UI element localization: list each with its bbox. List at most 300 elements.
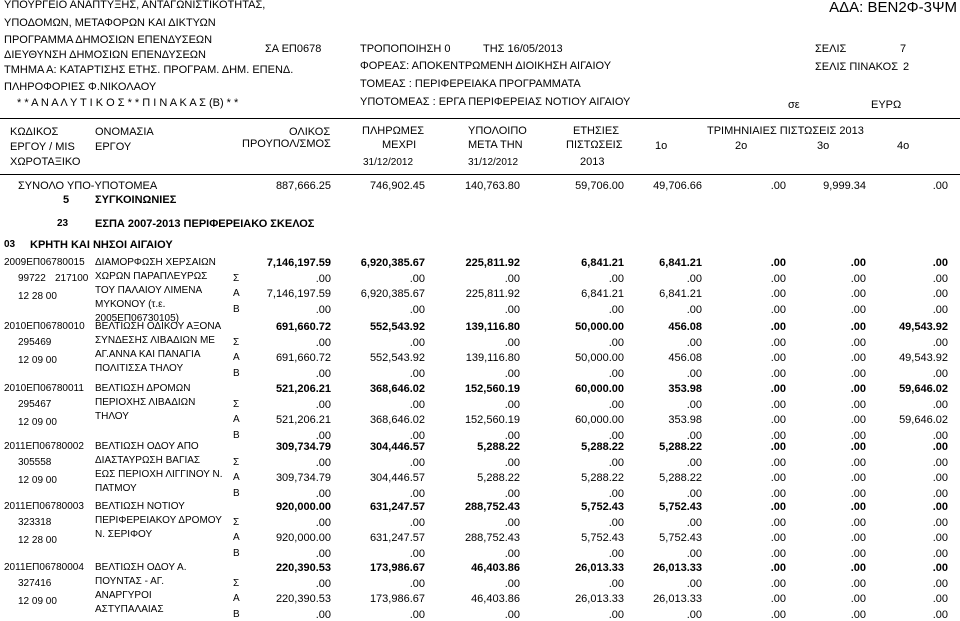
header-rule: [0, 118, 960, 119]
cell-budget: 920,000.00: [275, 501, 331, 513]
cell-q2: .00: [770, 368, 786, 380]
cell-annual: .00: [608, 304, 624, 316]
cell-q1: 26,013.33: [653, 593, 702, 605]
col-payments-3: 31/12/2012: [363, 157, 414, 168]
project-name-line: ΑΣΤΥΠΑΛΑΙΑΣ: [95, 604, 164, 615]
cell-q3: .00: [850, 472, 866, 484]
row-type-letter: Σ: [233, 399, 240, 410]
cell-q3: .00: [850, 593, 866, 605]
cell-q3: .00: [850, 368, 866, 380]
cell-annual: .00: [608, 430, 624, 442]
cell-payments: 631,247.57: [369, 532, 425, 544]
cell-budget: .00: [315, 609, 331, 621]
header-line-7: * * Α Ν Α Λ Υ Τ Ι Κ Ο Σ * * Π Ι Ν Α Κ Α Σ (Β) * *: [17, 97, 239, 109]
project-name-line: ΤΗΛΟΥ: [95, 411, 129, 422]
row-type-letter: Β: [233, 304, 240, 315]
summary-label: ΣΥΝΟΛΟ ΥΠΟ-ΥΠΟΤΟΜΕΑ: [18, 180, 158, 192]
cell-q4: .00: [932, 532, 948, 544]
cell-q1: .00: [686, 578, 702, 590]
cell-q1: 26,013.33: [653, 562, 702, 574]
row-type-letter: Α: [233, 532, 240, 543]
cell-q3: .00: [850, 288, 866, 300]
project-name-line: ΜΥΚΟΝΟΥ (τ.ε.: [95, 299, 166, 310]
project-name-line: ΠΟΥΝΤΑΣ - ΑΓ.: [95, 576, 164, 587]
row-type-letter: Β: [233, 368, 240, 379]
project-code: 2011ΕΠ06780003: [4, 501, 84, 512]
cell-q2: .00: [770, 288, 786, 300]
cell-q4: .00: [932, 337, 948, 349]
cell-q4: .00: [932, 399, 948, 411]
cell-q1: 456.08: [668, 321, 702, 333]
cell-budget: .00: [315, 399, 331, 411]
col-payments-1: ΠΛΗΡΩΜΕΣ: [362, 125, 425, 137]
cell-q1: .00: [686, 548, 702, 560]
cell-payments: .00: [409, 517, 425, 529]
cell-q3: .00: [850, 383, 866, 395]
cell-annual: .00: [608, 368, 624, 380]
cell-annual: 5,288.22: [581, 441, 624, 453]
cell-q4: .00: [932, 288, 948, 300]
cell-q3: .00: [850, 414, 866, 426]
cell-q1: 5,752.43: [659, 532, 702, 544]
cell-q3: .00: [850, 609, 866, 621]
cell-q1: .00: [686, 517, 702, 529]
modification-label: ΤΡΟΠΟΠΟΙΗΣΗ 0: [360, 43, 451, 55]
cell-annual: 6,841.21: [581, 288, 624, 300]
cell-annual: 5,752.43: [581, 501, 624, 513]
col-code-3: ΧΩΡΟΤΑΞΙΚΟ: [10, 156, 81, 168]
cell-annual: .00: [608, 548, 624, 560]
project-mis: 323318: [18, 517, 52, 528]
cell-q3: .00: [850, 488, 866, 500]
cell-q2: .00: [770, 337, 786, 349]
cell-payments: .00: [409, 337, 425, 349]
cell-budget: 521,206.21: [275, 414, 331, 426]
col-code-2: ΕΡΓΟΥ / MIS: [10, 141, 75, 153]
cell-annual: .00: [608, 457, 624, 469]
project-name-line: ΠΕΡΙΟΧΗΣ ΛΙΒΑΔΙΩΝ: [95, 397, 196, 408]
cell-remaining: .00: [504, 273, 520, 285]
cell-q3: .00: [850, 457, 866, 469]
summary-q1: 49,706.66: [653, 180, 702, 192]
cell-q2: .00: [770, 257, 786, 269]
project-mis: 305558: [18, 457, 52, 468]
cell-annual: .00: [608, 399, 624, 411]
row-type-letter: Σ: [233, 578, 240, 589]
col-q2: 2ο: [735, 140, 748, 152]
cell-q1: .00: [686, 488, 702, 500]
cell-remaining: .00: [504, 488, 520, 500]
cell-payments: 368,646.02: [369, 414, 425, 426]
cell-q4: .00: [932, 488, 948, 500]
row-type-letter: Β: [233, 488, 240, 499]
col-name-1: ΟΝΟΜΑΣΙΑ: [95, 126, 154, 138]
project-name-line: 2005ΕΠ06730105): [95, 313, 179, 324]
cell-q4: 59,646.02: [899, 383, 948, 395]
project-code: 2010ΕΠ06780010: [4, 321, 85, 332]
row-type-letter: Α: [233, 414, 240, 425]
project-name-line: ΒΕΛΤΙΩΣΗ ΔΡΟΜΩΝ: [95, 383, 191, 394]
cell-remaining: .00: [504, 399, 520, 411]
cell-q4: .00: [932, 548, 948, 560]
cell-q4: 59,646.02: [899, 414, 948, 426]
cell-q1: .00: [686, 273, 702, 285]
cell-q2: .00: [770, 593, 786, 605]
cell-q1: .00: [686, 399, 702, 411]
cell-q2: .00: [770, 414, 786, 426]
project-name-line: ΑΓ.ΑΝΝΑ ΚΑΙ ΠΑΝΑΓΙΑ: [95, 349, 201, 360]
cell-q3: .00: [850, 273, 866, 285]
cell-q1: 5,288.22: [659, 441, 702, 453]
row-type-letter: Α: [233, 593, 240, 604]
cell-annual: 50,000.00: [575, 321, 624, 333]
cell-q1: 353.98: [668, 383, 702, 395]
table-page-number: 2: [903, 61, 910, 73]
summary-remaining: 140,763.80: [464, 180, 520, 192]
table-page-label: ΣΕΛΙΣ ΠΙΝΑΚΟΣ: [815, 61, 899, 73]
cell-remaining: 225,811.92: [465, 288, 520, 300]
cell-q2: .00: [770, 472, 786, 484]
row-type-letter: Β: [233, 548, 240, 559]
cell-payments: 173,986.67: [369, 593, 425, 605]
col-q4: 4ο: [897, 140, 910, 152]
cell-payments: .00: [409, 578, 425, 590]
cell-annual: 26,013.33: [575, 593, 624, 605]
cell-q4: .00: [932, 430, 948, 442]
sector-label: ΤΟΜΕΑΣ : ΠΕΡΙΦΕΡΕΙΑΚΑ ΠΡΟΓΡΑΜΜΑΤΑ: [360, 78, 581, 90]
cell-q2: .00: [770, 548, 786, 560]
cell-q1: .00: [686, 609, 702, 621]
cell-q1: 6,841.21: [659, 257, 702, 269]
project-name-line: ΕΩΣ ΠΕΡΙΟΧΗ ΛΙΓΓΙΝΟΥ Ν.: [95, 469, 223, 480]
cell-q3: .00: [850, 321, 866, 333]
cell-q1: 456.08: [668, 352, 702, 364]
project-name-line: ΠΟΛΙΤΙΣΣΑ ΤΗΛΟΥ: [95, 363, 184, 374]
cell-q3: .00: [850, 562, 866, 574]
cell-remaining: .00: [504, 578, 520, 590]
cell-q1: .00: [686, 368, 702, 380]
cell-payments: 6,920,385.67: [360, 257, 425, 269]
cell-remaining: 152,560.19: [464, 414, 520, 426]
summary-sub-label: ΣΥΓΚΟΙΝΩΝΙΕΣ: [95, 194, 177, 206]
cell-q1: 353.98: [668, 414, 702, 426]
page-number: 7: [900, 43, 907, 55]
summary-sub-number: 5: [63, 194, 70, 206]
row-type-letter: Σ: [233, 457, 240, 468]
col-code-1: ΚΩΔΙΚΟΣ: [10, 126, 59, 138]
cell-payments: .00: [409, 368, 425, 380]
cell-q3: .00: [850, 257, 866, 269]
cell-budget: 920,000.00: [275, 532, 331, 544]
cell-q4: .00: [932, 593, 948, 605]
cell-budget: .00: [315, 368, 331, 380]
project-spatial-code: 12 09 00: [18, 417, 57, 428]
cell-q3: .00: [850, 501, 866, 513]
program-number: 23: [57, 218, 69, 229]
cell-q2: .00: [770, 609, 786, 621]
cell-payments: .00: [409, 399, 425, 411]
cell-annual: .00: [608, 578, 624, 590]
cell-remaining: 5,288.22: [477, 472, 520, 484]
summary-payments: 746,902.45: [369, 180, 425, 192]
cell-budget: .00: [315, 457, 331, 469]
cell-q2: .00: [770, 304, 786, 316]
cell-remaining: .00: [504, 368, 520, 380]
cell-budget: .00: [315, 517, 331, 529]
cell-remaining: 46,403.86: [471, 593, 520, 605]
cell-q2: .00: [770, 457, 786, 469]
cell-payments: 552,543.92: [369, 352, 425, 364]
col-payments-2: ΜΕΧΡΙ: [382, 139, 417, 151]
cell-annual: 26,013.33: [575, 562, 624, 574]
col-annual-1: ΕΤΗΣΙΕΣ: [573, 125, 619, 137]
project-name-line: ΒΕΛΤΙΩΣΗ ΝΟΤΙΟΥ: [95, 501, 185, 512]
cell-annual: 6,841.21: [581, 257, 624, 269]
modification-date: ΤΗΣ 16/05/2013: [483, 43, 563, 55]
program-label: ΕΣΠΑ 2007-2013 ΠΕΡΙΦΕΡΕΙΑΚΟ ΣΚΕΛΟΣ: [95, 218, 315, 230]
cell-q1: 5,288.22: [659, 472, 702, 484]
subsector-label: ΥΠΟΤΟΜΕΑΣ : ΕΡΓΑ ΠΕΡΙΦΕΡΕΙΑΣ ΝΟΤΙΟΥ ΑΙΓΑΙΟΥ: [360, 96, 631, 108]
cell-annual: .00: [608, 609, 624, 621]
cell-budget: 691,660.72: [275, 321, 331, 333]
col-quarterly-title: ΤΡΙΜΗΝΙΑΙΕΣ ΠΙΣΤΩΣΕΙΣ 2013: [707, 125, 864, 137]
header-line-5: ΤΜΗΜΑ Α: ΚΑΤΑΡΤΙΣΗΣ ΕΤΗΣ. ΠΡΟΓΡΑΜ. ΔΗΜ. ΕΠΕΝΔ.: [4, 64, 294, 76]
page-label: ΣΕΛΙΣ: [815, 43, 847, 55]
project-name-line: ΠΑΤΜΟΥ: [95, 483, 137, 494]
cell-q2: .00: [770, 532, 786, 544]
region-number: 03: [4, 239, 16, 250]
cell-payments: 304,446.57: [369, 472, 425, 484]
header-line-2: ΥΠΟΔΟΜΩΝ, ΜΕΤΑΦΟΡΩΝ ΚΑΙ ΔΙΚΤΥΩΝ: [4, 17, 216, 29]
cell-payments: .00: [409, 548, 425, 560]
project-name-line: ΔΙΑΣΤΑΥΡΩΣΗ ΒΑΓΙΑΣ: [95, 455, 201, 466]
row-type-letter: Α: [233, 288, 240, 299]
project-name-line: Ν. ΣΕΡΙΦΟΥ: [95, 529, 153, 540]
cell-payments: .00: [409, 273, 425, 285]
cell-q3: .00: [850, 399, 866, 411]
cell-q1: .00: [686, 304, 702, 316]
cell-remaining: 288,752.43: [464, 532, 520, 544]
cell-remaining: 139,116.80: [465, 352, 520, 364]
project-code: 2011ΕΠ06780004: [4, 562, 84, 573]
cell-q1: 6,841.21: [659, 288, 702, 300]
cell-annual: 60,000.00: [575, 383, 624, 395]
cell-q4: .00: [932, 441, 948, 453]
project-mis: 295469: [18, 337, 52, 348]
cell-payments: 173,986.67: [369, 562, 425, 574]
header-line-3: ΠΡΟΓΡΑΜΜΑ ΔΗΜΟΣΙΩΝ ΕΠΕΝΔΥΣΕΩΝ: [4, 34, 213, 46]
cell-q3: .00: [850, 517, 866, 529]
project-spatial-code: 12 09 00: [18, 355, 57, 366]
cell-annual: 60,000.00: [575, 414, 624, 426]
cell-payments: 6,920,385.67: [360, 288, 425, 300]
cell-remaining: 5,288.22: [477, 441, 520, 453]
project-spatial-code: 12 09 00: [18, 596, 57, 607]
cell-q3: .00: [850, 352, 866, 364]
cell-q4: .00: [932, 257, 948, 269]
cell-remaining: .00: [504, 517, 520, 529]
cell-q4: .00: [932, 472, 948, 484]
col-q3: 3ο: [817, 140, 830, 152]
cell-budget: .00: [315, 430, 331, 442]
project-name-line: ΧΩΡΩΝ ΠΑΡΑΠΛΕΥΡΩΣ: [95, 271, 208, 282]
cell-payments: .00: [409, 304, 425, 316]
col-budget-1: ΟΛΙΚΟΣ: [289, 126, 331, 138]
sa-code: ΣΑ ΕΠ0678: [265, 43, 322, 55]
cell-q4: .00: [932, 562, 948, 574]
cell-remaining: .00: [504, 457, 520, 469]
cell-q2: .00: [770, 430, 786, 442]
cell-budget: 309,734.79: [275, 472, 331, 484]
row-type-letter: Σ: [233, 337, 240, 348]
cell-q4: 49,543.92: [899, 321, 948, 333]
summary-q4: .00: [932, 180, 948, 192]
cell-remaining: .00: [504, 548, 520, 560]
project-name-line: ΔΙΑΜΟΡΦΩΣΗ ΧΕΡΣΑΙΩΝ: [95, 257, 216, 268]
cell-q2: .00: [770, 578, 786, 590]
cell-q3: .00: [850, 532, 866, 544]
col-remaining-3: 31/12/2012: [468, 157, 519, 168]
cell-payments: .00: [409, 457, 425, 469]
cell-q2: .00: [770, 562, 786, 574]
col-annual-2: ΠΙΣΤΩΣΕΙΣ: [566, 139, 623, 151]
cell-payments: .00: [409, 488, 425, 500]
col-budget-2: ΠΡΟΥΠΟΛ/ΣΜΟΣ: [242, 138, 331, 150]
col-q1: 1ο: [655, 140, 668, 152]
summary-q3: 9,999.34: [823, 180, 866, 192]
project-name-line: ΠΕΡΙΦΕΡΕΙΑΚΟΥ ΔΡΟΜΟΥ: [95, 515, 222, 526]
project-name-line: ΒΕΛΤΙΩΣΗ ΟΔΟΥ Α.: [95, 562, 187, 573]
row-type-letter: Σ: [233, 273, 240, 284]
cell-payments: 304,446.57: [369, 441, 425, 453]
cell-remaining: 46,403.86: [471, 562, 520, 574]
project-name-line: ΒΕΛΤΙΩΣΗ ΟΔΟΥ ΑΠΟ: [95, 441, 199, 452]
cell-q2: .00: [770, 501, 786, 513]
project-name-line: ΣΥΝΔΕΣΗΣ ΛΙΒΑΔΙΩΝ ΜΕ: [95, 335, 215, 346]
cell-q2: .00: [770, 383, 786, 395]
project-name-line: ΒΕΛΤΙΩΣΗ ΟΔΙΚΟΥ ΑΞΟΝΑ: [95, 321, 222, 332]
cell-q3: .00: [850, 430, 866, 442]
cell-q4: .00: [932, 368, 948, 380]
cell-q2: .00: [770, 352, 786, 364]
cell-q1: .00: [686, 337, 702, 349]
cell-budget: .00: [315, 304, 331, 316]
project-mis-secondary: 217100: [55, 273, 89, 284]
project-name-line: ΑΝΑΡΓΥΡΟΙ: [95, 590, 152, 601]
col-remaining-2: ΜΕΤΑ ΤΗΝ: [468, 139, 523, 151]
cell-annual: .00: [608, 273, 624, 285]
row-type-letter: Β: [233, 609, 240, 620]
cell-q2: .00: [770, 517, 786, 529]
cell-budget: .00: [315, 548, 331, 560]
cell-budget: 691,660.72: [275, 352, 331, 364]
summary-budget: 887,666.25: [275, 180, 331, 192]
cell-budget: 220,390.53: [275, 593, 331, 605]
cell-q4: 49,543.92: [899, 352, 948, 364]
project-mis: 295467: [18, 399, 52, 410]
cell-q4: .00: [932, 578, 948, 590]
cell-remaining: 288,752.43: [464, 501, 520, 513]
cell-payments: .00: [409, 430, 425, 442]
summary-annual: 59,706.00: [575, 180, 624, 192]
cell-remaining: 152,560.19: [464, 383, 520, 395]
cell-annual: 5,752.43: [581, 532, 624, 544]
currency-label: ΕΥΡΩ: [871, 99, 902, 111]
cell-q2: .00: [770, 273, 786, 285]
region-label: ΚΡΗΤΗ ΚΑΙ ΝΗΣΟΙ ΑΙΓΑΙΟΥ: [30, 239, 173, 251]
row-type-letter: Α: [233, 472, 240, 483]
columns-rule: [0, 174, 960, 175]
cell-payments: .00: [409, 609, 425, 621]
cell-budget: .00: [315, 337, 331, 349]
cell-q3: .00: [850, 548, 866, 560]
cell-annual: .00: [608, 517, 624, 529]
cell-annual: .00: [608, 488, 624, 500]
cell-remaining: .00: [504, 337, 520, 349]
cell-q4: .00: [932, 273, 948, 285]
cell-q2: .00: [770, 441, 786, 453]
header-line-1: ΥΠΟΥΡΓΕΙΟ ΑΝΑΠΤΥΞΗΣ, ΑΝΤΑΓΩΝΙΣΤΙΚΟΤΗΤΑΣ,: [4, 0, 266, 11]
cell-q1: .00: [686, 430, 702, 442]
project-spatial-code: 12 09 00: [18, 475, 57, 486]
row-type-letter: Σ: [233, 517, 240, 528]
cell-budget: 220,390.53: [275, 562, 331, 574]
cell-remaining: .00: [504, 430, 520, 442]
col-annual-3: 2013: [580, 156, 605, 168]
project-spatial-code: 12 28 00: [18, 535, 57, 546]
header-line-4: ΔΙΕΥΘΥΝΣΗ ΔΗΜΟΣΙΩΝ ΕΠΕΝΔΥΣΕΩΝ: [4, 49, 206, 61]
row-type-letter: Α: [233, 352, 240, 363]
cell-q2: .00: [770, 399, 786, 411]
cell-q3: .00: [850, 441, 866, 453]
col-name-2: ΕΡΓΟΥ: [95, 141, 132, 153]
cell-q4: .00: [932, 517, 948, 529]
cell-budget: .00: [315, 273, 331, 285]
cell-remaining: .00: [504, 609, 520, 621]
cell-q3: .00: [850, 337, 866, 349]
row-type-letter: Β: [233, 430, 240, 441]
project-code: 2009ΕΠ06780015: [4, 257, 85, 268]
cell-budget: .00: [315, 578, 331, 590]
cell-payments: 368,646.02: [369, 383, 425, 395]
project-mis: 327416: [18, 578, 52, 589]
project-name-line: ΤΟΥ ΠΑΛΑΙΟΥ ΛΙΜΕΝΑ: [95, 285, 203, 296]
cell-q4: .00: [932, 457, 948, 469]
cell-annual: .00: [608, 337, 624, 349]
project-spatial-code: 12 28 00: [18, 291, 57, 302]
cell-payments: 631,247.57: [369, 501, 425, 513]
cell-budget: .00: [315, 488, 331, 500]
header-line-6: ΠΛΗΡΟΦΟΡΙΕΣ Φ.ΝΙΚΟΛΑΟΥ: [4, 81, 157, 93]
cell-q2: .00: [770, 488, 786, 500]
cell-q4: .00: [932, 609, 948, 621]
cell-budget: 7,146,197.59: [266, 288, 331, 300]
cell-q4: .00: [932, 501, 948, 513]
cell-annual: 5,288.22: [581, 472, 624, 484]
project-mis: 99722: [18, 273, 46, 284]
cell-q3: .00: [850, 304, 866, 316]
project-code: 2010ΕΠ06780011: [4, 383, 84, 394]
cell-q1: .00: [686, 457, 702, 469]
units-se: σε: [788, 99, 800, 111]
cell-payments: 552,543.92: [369, 321, 425, 333]
cell-q4: .00: [932, 304, 948, 316]
summary-q2: .00: [770, 180, 786, 192]
cell-q2: .00: [770, 321, 786, 333]
cell-remaining: .00: [504, 304, 520, 316]
cell-budget: 521,206.21: [275, 383, 331, 395]
cell-budget: 309,734.79: [275, 441, 331, 453]
